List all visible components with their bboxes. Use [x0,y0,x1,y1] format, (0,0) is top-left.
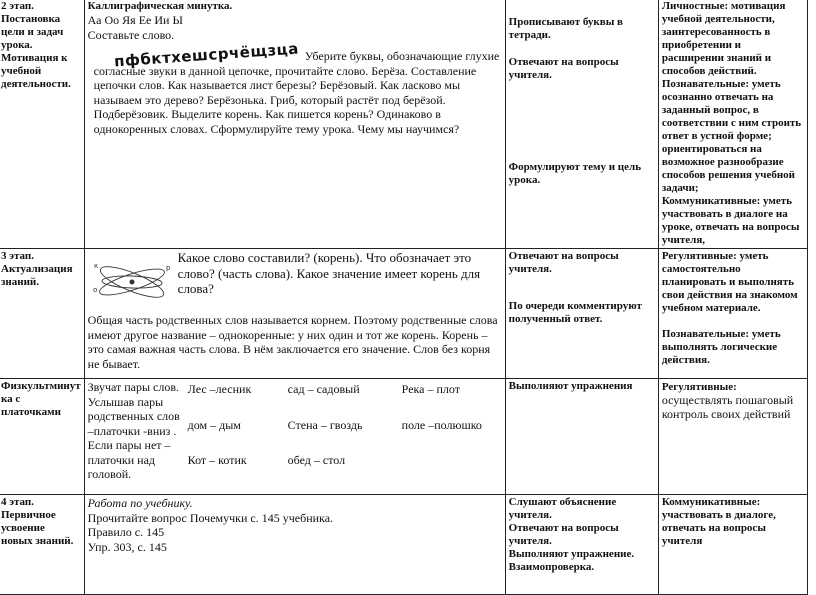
student-activity-line: Выполняют упражнения [508,380,633,392]
task-line: Составьте слово. [87,27,175,42]
stage-cell: 3 этап. Актуализация знаний. [0,249,84,379]
textbook-line: Прочитайте вопрос Почемучки с. 145 учебника. [87,510,334,525]
letters-line: Аа Оо Яя Ее Ии Ы [87,13,183,27]
student-activity-line: Выполняют упражнение. [508,548,635,560]
student-activity-cell [505,249,658,379]
word-pair: Лес –лесник [187,382,252,396]
chain-task-text: Уберите буквы, обозначающие глухие согласные звуки в данной цепочке, прочитайте слово. Берёза. Составление цепочки слов. Как называется лист березы? Берёзовый. Как ласково мы называем это дерево? Берёзонька. Гриб, который растёт под берёзой. Подберёзовик. Выделите корень. Как пишется корень? Одинаково в однокоренных словах. Сформулируйте тему урока. Чему мы научимся? [93,49,500,136]
student-activity-cell [505,495,658,595]
word-pair: сад – садовый [287,382,360,396]
teacher-activity-cell [84,249,505,379]
table-row [0,249,808,379]
student-activity-line: По очереди комментируют полученный ответ. [508,300,642,325]
skill-text: уметь осознанно отвечать на заданный вопрос, в соответствии с ним строить ответ в устной форме; ориентироваться на возможное разнообразие способов решения учебной задачи; [661,78,802,194]
skill-text: осуществлять пошаговый контроль своих действий [661,393,794,421]
skill-text: уметь самостоятельно планировать и выполнять свои действия на знакомом учебном материале. [661,250,798,314]
diagram-letter: р [165,264,171,272]
calligraphy-heading: Каллиграфическая минутка. [87,0,233,12]
student-activity-cell [505,0,658,249]
atom-diagram-icon [88,254,176,306]
skill-label: Коммуникативные: [661,496,761,508]
diagram-letter: о [92,286,97,294]
word-pair: дом – дым [187,417,241,432]
table-row [0,379,808,495]
textbook-line: Правило с. 145 [87,525,165,539]
skill-text: участвовать в диалоге, отвечать на вопросы учителя [661,509,776,547]
skill-text: мотивация учебной деятельности, заинтересованность в приобретении и расширении знаний и способов действий. [661,0,786,77]
exercise-instructions: Звучат пары слов. Услышав пары родственных слов –платочки -вниз . Если пары нет – платочки над головой. [87,380,180,481]
student-activity-line: Прописывают буквы в тетради. [508,16,623,41]
textbook-heading: Работа по учебнику. [87,496,193,510]
skills-cell [658,0,807,249]
table-row [0,495,808,595]
student-activity-line: Отвечают на вопросы учителя. [508,522,619,547]
textbook-line: Упр. 303, с. 145 [87,539,167,554]
skill-label: Коммуникативные: [661,195,761,207]
teacher-activity-cell [84,379,505,495]
skills-cell [658,495,807,595]
student-activity-line: Слушают объяснение учителя. [508,496,617,521]
student-activity-line: Отвечают на вопросы учителя. [508,56,619,81]
skill-item [662,0,804,78]
skill-text: уметь участвовать в диалоге на уроке, отвечать на вопросы учителя, [661,195,800,246]
skill-label: Познавательные: [661,78,750,90]
letter-chain: пфбктхешсрчёщзца [113,39,300,71]
skill-item [662,380,804,422]
skills-cell [658,249,807,379]
skill-label: Личностные: [661,0,729,12]
stage-cell: 4 этап. Первичное усвоение новых знаний. [0,495,84,595]
skill-item [662,250,804,315]
skill-item [662,195,804,247]
diagram-letter: к [93,262,98,270]
student-activity-line: Отвечают на вопросы учителя. [508,250,619,275]
word-pair: Кот – котик [187,453,247,467]
word-pairs-grid [188,380,502,482]
teacher-activity-cell [84,0,505,249]
skill-text: уметь выполнять логические действия. [661,328,781,366]
stage-cell: Физкультминут ка с платочками [0,379,84,495]
student-activity-line: Формулируют тему и цель урока. [508,161,642,186]
teacher-activity-cell [84,495,505,595]
word-pair: Стена – гвоздь [287,417,363,432]
word-pair: поле –полюшко [401,417,482,432]
word-pair: Река – плот [401,382,460,396]
table-row [0,0,808,249]
stage-cell: 2 этап. Постановка цели и задач урока. Мотивация к учебной деятельности. [0,0,84,249]
student-activity-cell [505,379,658,495]
chain-paragraph [88,39,502,136]
root-explanation: Общая часть родственных слов называется корнем. Поэтому родственные слова имеют другое название – однокоренные: у них один и тот же корень. Корень – это самая важная часть слова. В нём заключается его значение. Слов без корня не бывает. [87,313,498,371]
word-pair: обед – стол [287,453,346,467]
skill-label: Регулятивные: [661,250,737,262]
student-activity-line: Взаимопроверка. [508,561,595,573]
skill-item [662,78,804,195]
skill-label: Регулятивные: [661,381,737,393]
skill-label: Познавательные: [661,328,750,340]
root-questions: Какое слово составили? (корень). Что обозначает это слово? (часть слова). Какое значение имеет корень для слова? [177,250,481,296]
skill-item [662,328,804,367]
skills-cell [658,379,807,495]
skill-item [662,496,804,548]
